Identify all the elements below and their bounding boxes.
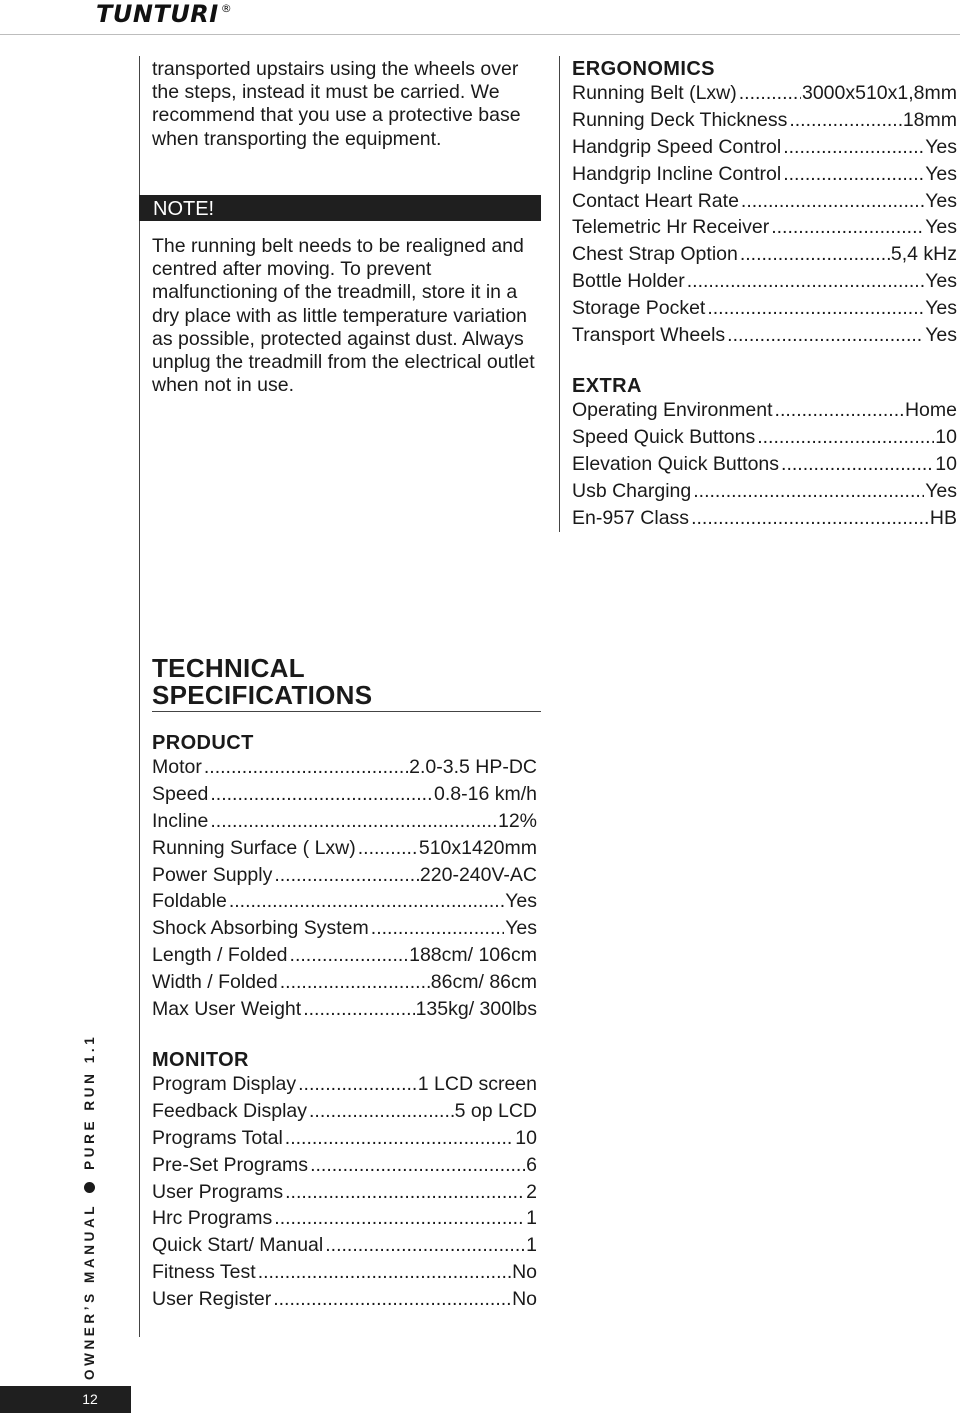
spec-row <box>572 426 957 453</box>
spec-label: User Register <box>152 1288 272 1311</box>
spec-value: No <box>512 1261 537 1284</box>
spec-value: 1 LCD screen <box>417 1073 537 1095</box>
spec-label: Running Belt (Lxw) <box>572 82 737 104</box>
spec-value: Yes <box>925 297 957 320</box>
spec-label: Operating Environment <box>572 399 773 421</box>
spec-label: En-957 Class <box>572 506 690 529</box>
dot-leader <box>739 82 801 105</box>
manual-label: OWNER’S MANUAL <box>82 1202 97 1380</box>
extra-heading: EXTRA <box>572 375 642 397</box>
spec-row <box>572 216 957 243</box>
spec-label: Motor <box>152 756 202 778</box>
spec-value: 2.0-3.5 HP-DC <box>409 756 537 778</box>
spec-row <box>572 190 957 217</box>
spec-value: Yes <box>925 270 957 293</box>
spec-row <box>152 1100 537 1127</box>
dot-leader <box>258 1261 511 1284</box>
spec-value: 0.8-16 km/h <box>434 782 537 805</box>
spec-label: Storage Pocket <box>572 297 706 320</box>
monitor-heading: MONITOR <box>152 1049 249 1071</box>
spec-row <box>152 890 537 917</box>
dot-leader <box>325 1234 525 1257</box>
monitor-section <box>152 1047 537 1315</box>
registered-mark: ® <box>220 2 233 15</box>
spec-label: Feedback Display <box>152 1099 307 1122</box>
spec-value: 2 <box>526 1180 537 1203</box>
spec-label: Pre-Set Programs <box>152 1153 309 1176</box>
spec-row <box>152 917 537 944</box>
spec-row <box>152 1234 537 1261</box>
dot-leader <box>280 971 430 994</box>
dot-leader <box>285 1127 515 1150</box>
product-heading: PRODUCT <box>152 732 254 754</box>
spec-label: Chest Strap Option <box>572 243 738 266</box>
dot-leader <box>693 480 924 503</box>
title-underline <box>152 711 541 712</box>
brand-logo <box>96 0 232 28</box>
dot-leader <box>371 917 504 940</box>
spec-value: 1 <box>526 1234 537 1257</box>
dot-leader <box>303 998 414 1021</box>
spec-row <box>152 837 537 864</box>
spec-row <box>152 1181 537 1208</box>
spec-value: 510x1420mm <box>418 836 537 859</box>
dot-leader <box>771 216 924 239</box>
extra-spec-list <box>572 399 957 533</box>
spec-label: Bottle Holder <box>572 270 685 293</box>
bullet-dot-icon <box>84 1182 95 1193</box>
spec-row <box>572 82 957 109</box>
spec-label: Telemetric Hr Receiver <box>572 216 770 239</box>
spec-label: User Programs <box>152 1180 284 1203</box>
dot-leader <box>204 756 408 779</box>
spec-value: Yes <box>505 890 537 913</box>
spec-row <box>572 109 957 136</box>
spec-row <box>572 163 957 190</box>
spec-value: Yes <box>925 189 957 212</box>
dot-leader <box>274 1207 525 1230</box>
note-label: NOTE! <box>153 198 215 220</box>
spec-value: 3000x510x1,8mm <box>801 82 957 104</box>
spec-row <box>572 480 957 507</box>
extra-section <box>572 373 957 533</box>
spec-label: Handgrip Incline Control <box>572 162 782 185</box>
dot-leader <box>309 1100 454 1123</box>
spec-label: Program Display <box>152 1073 297 1095</box>
spec-row <box>572 136 957 163</box>
spec-value: 220-240V-AC <box>419 863 537 886</box>
spec-label: Shock Absorbing System <box>152 917 369 940</box>
spec-value: Yes <box>925 479 957 502</box>
spec-row <box>572 243 957 270</box>
spec-label: Hrc Programs <box>152 1207 273 1230</box>
spec-label: Fitness Test <box>152 1261 256 1284</box>
spec-row <box>572 399 957 426</box>
dot-leader <box>210 783 433 806</box>
spec-label: Speed <box>152 782 209 805</box>
spec-value: 10 <box>935 425 957 448</box>
sidebar-manual-text <box>82 1034 97 1380</box>
dot-leader <box>298 1073 417 1096</box>
dot-leader <box>687 270 924 293</box>
title-line-1: TECHNICAL <box>152 653 305 683</box>
ergonomics-spec-list <box>572 82 957 351</box>
dot-leader <box>273 1288 511 1311</box>
product-section <box>152 730 537 1025</box>
spec-value: 1 <box>526 1207 537 1230</box>
transport-paragraph: transported upstairs using the wheels over the steps, instead it must be carried. We recommend that you use a protective base when transporting the equipment. <box>152 58 521 150</box>
technical-specifications-title <box>152 655 372 709</box>
spec-label: Running Deck Thickness <box>572 108 788 131</box>
ergonomics-section <box>572 56 957 351</box>
spec-value: Yes <box>925 324 957 347</box>
dot-leader <box>789 109 901 132</box>
spec-row <box>152 1127 537 1154</box>
dot-leader <box>274 864 419 887</box>
spec-row <box>572 324 957 351</box>
title-line-2: SPECIFICATIONS <box>152 680 373 710</box>
spec-label: Quick Start/ Manual <box>152 1234 324 1257</box>
dot-leader <box>740 243 890 266</box>
spec-row <box>152 1261 537 1288</box>
dot-leader <box>229 890 504 913</box>
dot-leader <box>285 1181 525 1204</box>
spec-row <box>152 756 537 783</box>
spec-label: Width / Folded <box>152 971 278 994</box>
spec-row <box>152 783 537 810</box>
spec-label: Foldable <box>152 890 227 913</box>
spec-row <box>152 1154 537 1181</box>
product-spec-list <box>152 756 537 1025</box>
spec-label: Length / Folded <box>152 944 288 967</box>
spec-row <box>152 998 537 1025</box>
spec-value: Yes <box>925 216 957 239</box>
spec-value: 10 <box>515 1126 537 1149</box>
dot-leader <box>727 324 924 347</box>
dot-leader <box>290 944 409 967</box>
spec-value: 12% <box>497 809 537 832</box>
brand-name: TUNTURI <box>96 0 219 28</box>
page-number-box <box>0 1386 131 1413</box>
spec-value: 5,4 kHz <box>890 243 957 266</box>
dot-leader <box>783 136 924 159</box>
spec-value: 6 <box>526 1153 537 1176</box>
spec-value: 188cm/ 106cm <box>409 944 537 967</box>
dot-leader <box>358 837 418 860</box>
spec-row <box>572 453 957 480</box>
spec-value: 86cm/ 86cm <box>430 971 537 994</box>
spec-label: Running Surface ( Lxw) <box>152 836 356 859</box>
spec-label: Usb Charging <box>572 479 692 502</box>
spec-label: Contact Heart Rate <box>572 189 739 212</box>
spec-value: 5 op LCD <box>454 1099 537 1122</box>
dot-leader <box>210 810 497 833</box>
left-column-rule <box>139 56 140 1337</box>
spec-value: No <box>512 1288 537 1311</box>
spec-value: 10 <box>935 452 957 475</box>
right-column-rule <box>559 56 560 532</box>
spec-row <box>152 864 537 891</box>
spec-label: Elevation Quick Buttons <box>572 452 780 475</box>
spec-label: Handgrip Speed Control <box>572 135 782 158</box>
spec-value: Yes <box>925 135 957 158</box>
spec-label: Power Supply <box>152 863 273 886</box>
dot-leader <box>783 163 924 186</box>
spec-label: Max User Weight <box>152 998 302 1021</box>
spec-row <box>152 1288 537 1315</box>
spec-value: 135kg/ 300lbs <box>415 998 537 1021</box>
spec-row <box>152 810 537 837</box>
spec-row <box>572 297 957 324</box>
header-divider <box>0 34 960 35</box>
spec-row <box>572 270 957 297</box>
spec-value: Home <box>904 399 957 421</box>
ergonomics-heading: ERGONOMICS <box>572 58 715 80</box>
page-number: 12 <box>82 1391 98 1407</box>
dot-leader <box>691 507 929 530</box>
spec-label: Incline <box>152 809 209 832</box>
spec-row <box>152 1207 537 1234</box>
spec-row <box>152 944 537 971</box>
spec-label: Speed Quick Buttons <box>572 425 756 448</box>
spec-label: Transport Wheels <box>572 324 726 347</box>
model-label: PURE RUN 1.1 <box>82 1033 97 1170</box>
spec-value: Yes <box>505 917 537 940</box>
dot-leader <box>707 297 924 320</box>
dot-leader <box>741 190 924 213</box>
spec-row <box>152 971 537 998</box>
note-paragraph: The running belt needs to be realigned and centred after moving. To prevent malfunctioning of the treadmill, store it in a dry place with as little temperature variation as possible, protected against dust. Always unplug the treadmill from the electrical outlet when not in use. <box>152 235 535 397</box>
spec-value: 18mm <box>902 108 957 131</box>
dot-leader <box>757 426 934 449</box>
spec-value: Yes <box>925 162 957 185</box>
spec-row <box>572 507 957 534</box>
spec-value: HB <box>929 506 957 529</box>
dot-leader <box>775 399 904 422</box>
dot-leader <box>781 453 934 476</box>
spec-row <box>152 1073 537 1100</box>
spec-label: Programs Total <box>152 1126 283 1149</box>
note-banner <box>139 195 541 221</box>
dot-leader <box>310 1154 525 1177</box>
monitor-spec-list <box>152 1073 537 1315</box>
